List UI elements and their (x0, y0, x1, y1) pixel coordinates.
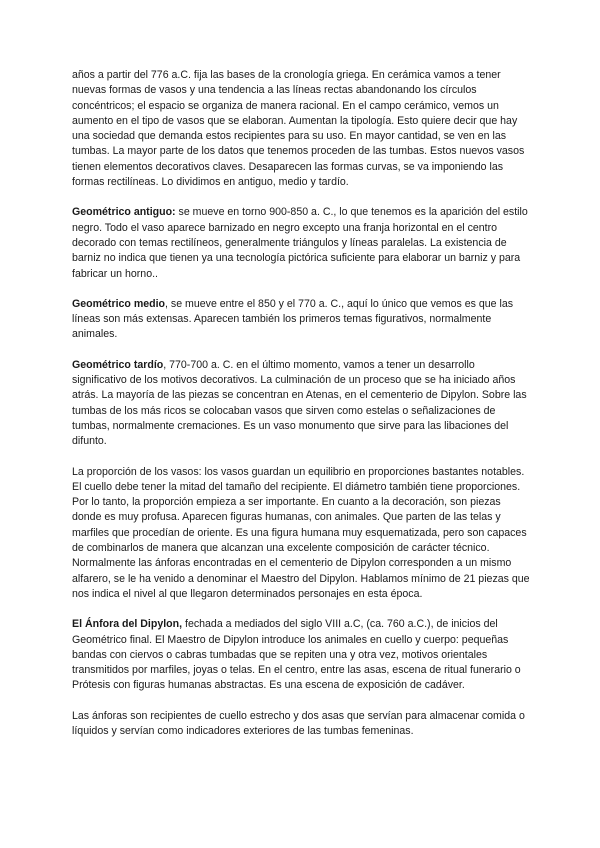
paragraph-lead: Geométrico antiguo: (72, 206, 176, 219)
paragraph-text: , 770-700 a. C. en el último momento, vamos a tener un desarrollo significativo de los motivos decorativos. La culminación de un proceso que se ha iniciado años atrás. La mayoría de las piezas se concentran en Atenas, en el cementerio de Dipylon. Sobre las tumbas de los más ricos se colocaban vasos que sirven como estelas o señalizaciones de tumbas, normalmente cremaciones. Es un vaso monumento que sirve para las libaciones del difunto. (72, 358, 527, 448)
paragraph-lead: Geométrico tardío (72, 358, 164, 371)
paragraph-text: Las ánforas son recipientes de cuello estrecho y dos asas que servían para almacenar comida o líquidos y servían como indicadores exteriores de las tumbas femeninas. (72, 709, 525, 737)
paragraph-anforas (72, 709, 530, 740)
paragraph-geometrico-medio (72, 297, 530, 343)
document-page (72, 68, 530, 754)
paragraph-text: fechada a mediados del siglo VIII a.C, (ca. 760 a.C.), de inicios del Geométrico final. El Maestro de Dipylon introduce los animales en cuello y cuerpo: pequeñas bandas con ciervos o cabras tumbadas que se repiten una y otra vez, motivos orientales transmitidos por marfiles, joyas o telas. En el centro, entre las asas, escena de ritual funerario o Prótesis con figuras humanas abstractas. Es una escena de exposición de cadáver. (72, 618, 521, 692)
paragraph-intro (72, 68, 530, 190)
paragraph-lead: El Ánfora del Dipylon, (72, 618, 183, 631)
paragraph-text: La proporción de los vasos: los vasos guardan un equilibrio en proporciones bastantes notables. El cuello debe tener la mitad del tamaño del recipiente. El diámetro también tiene proporciones. Por lo tanto, la proporción empieza a ser importante. En cuanto a la decoración, son piezas donde es muy profusa. Aparecen figuras humanas, con animales. Que parten de las telas y marfiles que procedían de oriente. Es una figura humana muy esquematizada, pero son capaces de combinarlos de manera que alcanzan una excelente composición de carácter técnico. Normalmente las ánforas encontradas en el cementerio de Dipylon corresponden a un mismo alfarero, se le ha venido a denominar el Maestro del Dipylon. Hablamos mínimo de 21 piezas que nos indica el nivel al que llegaron determinados personajes en esta época. (72, 465, 530, 600)
paragraph-geometrico-tardio (72, 358, 530, 450)
paragraph-text: , se mueve entre el 850 y el 770 a. C., aquí lo único que vemos es que las líneas son más extensas. Aparecen también los primeros temas figurativos, normalmente animales. (72, 297, 514, 341)
paragraph-text: años a partir del 776 a.C. fija las bases de la cronología griega. En cerámica vamos a tener nuevas formas de vasos y una tendencia a las líneas rectas abandonando los círculos concéntricos; el espacio se organiza de manera racional. En el campo cerámico, vemos un aumento en el tipo de vasos que se elaboran. Aumentan la tipología. Esto quiere decir que hay una sociedad que demanda estos recipientes para su uso. En mayor cantidad, se ven en las tumbas. La mayor parte de los datos que tenemos proceden de las tumbas. Estos nuevos vasos tienen elementos decorativos claves. Desaparecen las formas curvas, se va imponiendo las formas rectilíneas. Lo dividimos en antiguo, medio y tardío. (72, 69, 525, 189)
paragraph-geometrico-antiguo (72, 205, 530, 281)
paragraph-text: se mueve en torno 900-850 a. C., lo que tenemos es la aparición del estilo negro. Todo el vaso aparece barnizado en negro excepto una franja horizontal en el centro decorado con temas rectilíneos, generalmente triángulos y líneas paralelas. La existencia de barniz no indica que tienen ya una tecnología pictórica suficiente para elaborar un barniz y para fabricar un horno.. (72, 206, 528, 280)
paragraph-anfora-dipylon (72, 617, 530, 693)
paragraph-lead: Geométrico medio (72, 297, 166, 310)
paragraph-proporcion (72, 465, 530, 603)
